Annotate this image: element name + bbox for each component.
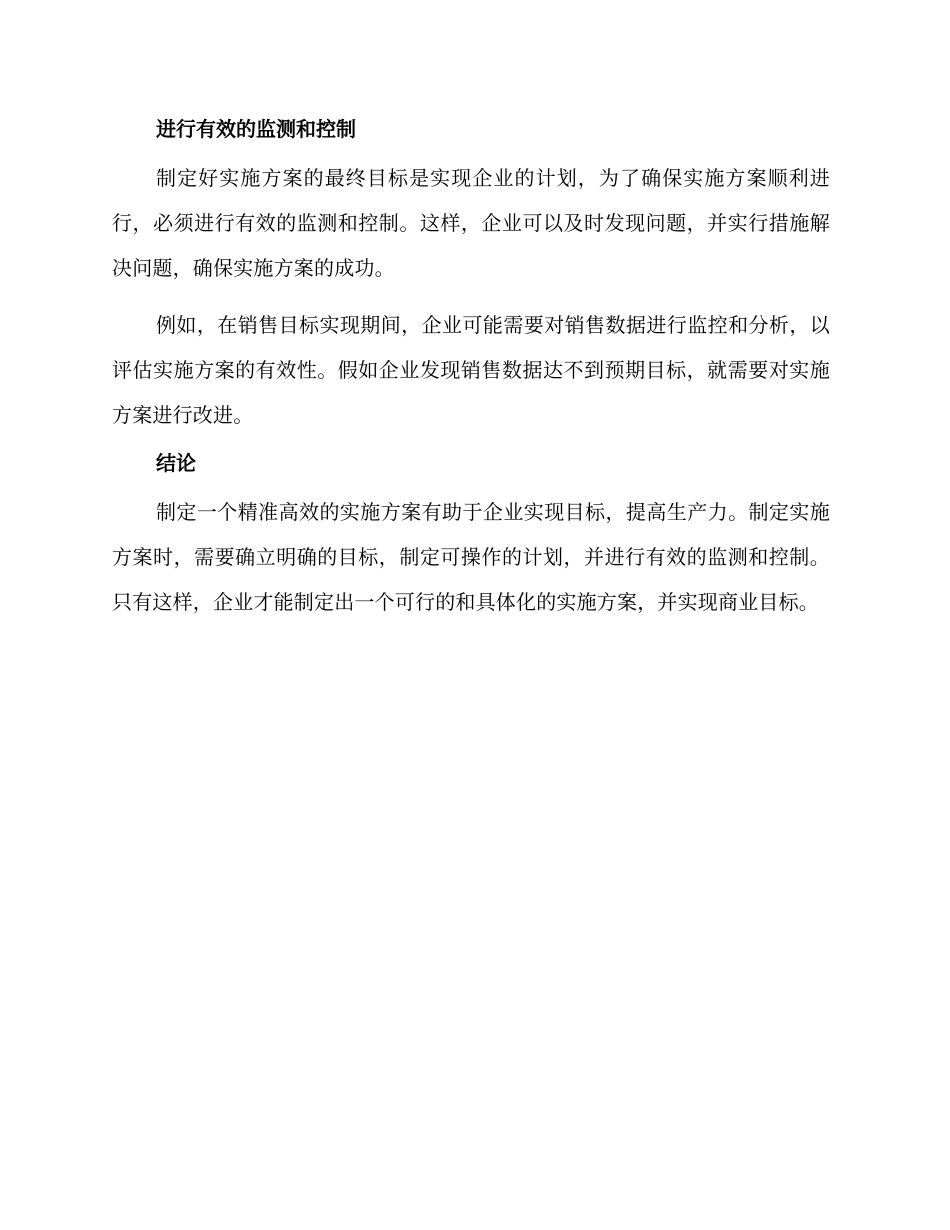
paragraph-conclusion: 制定一个精准高效的实施方案有助于企业实现目标，提高生产力。制定实施方案时，需要确立明确的目标，制定可操作的计划，并进行有效的监测和控制。只有这样，企业才能制定出一个可行的和具体化的实施方案，并实现商业目标。	[112, 500, 830, 614]
document-page	[112, 106, 830, 625]
paragraph-monitoring-goal: 制定好实施方案的最终目标是实现企业的计划，为了确保实施方案顺利进行，必须进行有效的监测和控制。这样，企业可以及时发现问题，并实行措施解决问题，确保实施方案的成功。	[112, 166, 830, 280]
paragraph-monitoring-example: 例如，在销售目标实现期间，企业可能需要对销售数据进行监控和分析，以评估实施方案的有效性。假如企业发现销售数据达不到预期目标，就需要对实施方案进行改进。	[112, 313, 830, 427]
section-heading-conclusion: 结论	[156, 451, 196, 475]
section-heading-monitoring: 进行有效的监测和控制	[156, 117, 356, 141]
